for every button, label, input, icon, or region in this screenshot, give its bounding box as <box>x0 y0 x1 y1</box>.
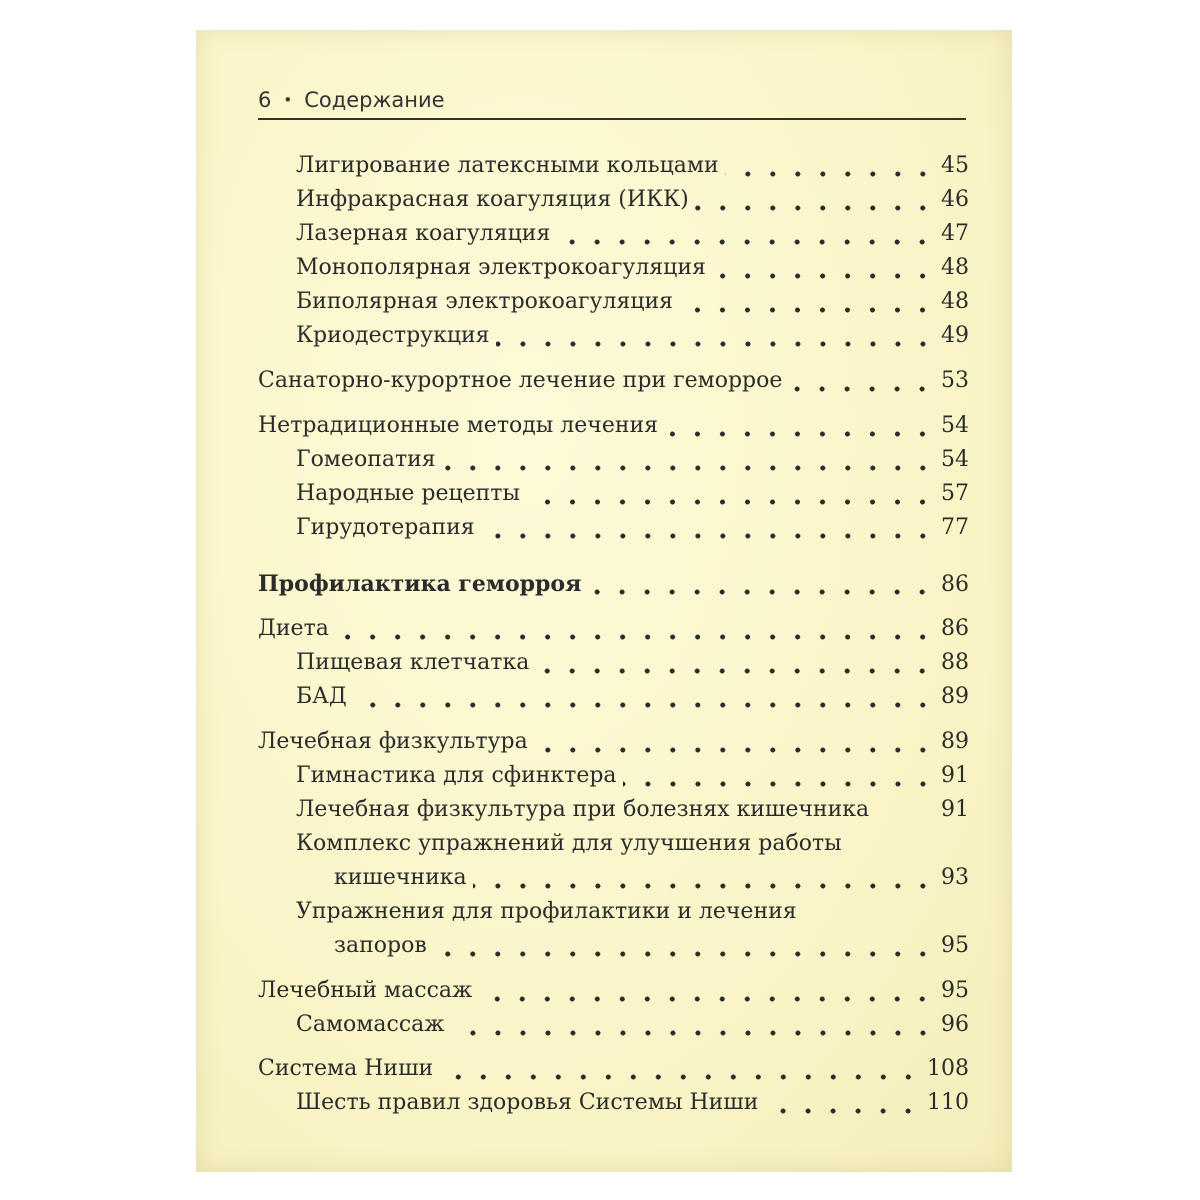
toc-dot-leader <box>664 409 935 443</box>
toc-page-number: 53 <box>941 368 969 393</box>
toc-page-number: 93 <box>941 865 969 890</box>
toc-entry-title: Шесть правил здоровья Системы Ниши <box>296 1090 759 1115</box>
header-separator: • <box>283 91 293 109</box>
toc-entry-title: Система Ниши <box>258 1056 434 1081</box>
toc-entry <box>0 183 969 217</box>
toc-entry <box>0 477 969 511</box>
toc-entry-title: Лазерная коагуляция <box>296 221 551 246</box>
toc-page-number: 91 <box>941 763 969 788</box>
toc-dot-leader <box>875 793 935 827</box>
toc-entry <box>0 759 969 793</box>
toc-dot-leader <box>725 149 935 183</box>
toc-entry <box>0 285 969 319</box>
toc-dot-leader <box>451 1008 935 1042</box>
toc-entry <box>0 1086 969 1120</box>
toc-dot-leader <box>679 285 935 319</box>
toc-page-number: 89 <box>941 684 969 709</box>
toc-dot-leader <box>623 759 935 793</box>
toc-dot-leader <box>481 511 935 545</box>
toc-entry-title: Комплекс упражнений для улучшения работы <box>296 831 842 856</box>
toc-entry-title: Гимнастика для сфинктера <box>296 763 617 788</box>
toc-dot-leader <box>534 725 935 759</box>
toc-entry-title: Лечебная физкультура <box>258 729 528 754</box>
toc-entry <box>0 612 969 646</box>
toc-entry-title: Инфракрасная коагуляция (ИКК) <box>296 187 689 212</box>
toc-entry <box>0 974 969 1008</box>
toc-entry-title: Лигирование латексными кольцами <box>296 153 719 178</box>
toc-page-number: 91 <box>941 797 969 822</box>
header-page-number: 6 <box>258 88 272 112</box>
toc-entry <box>0 1008 969 1042</box>
toc-entry <box>0 443 969 477</box>
toc-page-number: 86 <box>941 616 969 641</box>
toc-entry-title: Криодеструкция <box>296 323 490 348</box>
toc-entry <box>0 725 969 759</box>
toc-entry <box>0 861 969 895</box>
toc-entry-title: Нетрадиционные методы лечения <box>258 413 659 438</box>
toc-page-number: 88 <box>941 650 969 675</box>
toc-dot-leader <box>556 217 935 251</box>
toc-dot-leader <box>587 567 935 601</box>
toc-entry <box>0 409 969 443</box>
toc-entry-title: Лечебный массаж <box>258 978 473 1003</box>
toc-entry <box>0 929 969 963</box>
toc-entry-continuation: запоров <box>334 933 427 958</box>
toc-entry-title: БАД <box>296 684 347 709</box>
toc-entry-continuation: кишечника <box>334 865 467 890</box>
toc-dot-leader <box>439 1052 921 1086</box>
toc-page-number: 49 <box>941 323 969 348</box>
toc-entry-title: Самомассаж <box>296 1012 445 1037</box>
toc-page-number: 89 <box>941 729 969 754</box>
toc-page-number: 47 <box>941 221 969 246</box>
toc-entry <box>0 646 969 680</box>
toc-dot-leader <box>335 612 935 646</box>
toc-entry-title: Санаторно-курортное лечение при геморрое <box>258 368 783 393</box>
toc-entry <box>0 149 969 183</box>
toc-page-number: 95 <box>941 978 969 1003</box>
toc-page-number: 54 <box>941 413 969 438</box>
toc-page-number: 86 <box>941 572 969 597</box>
toc-page-number: 48 <box>941 255 969 280</box>
toc-entry <box>0 251 969 285</box>
toc-page-number: 95 <box>941 933 969 958</box>
toc-dot-leader <box>764 1086 921 1120</box>
running-header <box>258 84 966 120</box>
toc-entry <box>0 364 969 398</box>
toc-chapter-entry <box>0 567 969 601</box>
toc-entry <box>0 319 969 353</box>
toc-dot-leader <box>496 319 935 353</box>
toc-entry <box>0 1052 969 1086</box>
header-section-title: Содержание <box>304 88 445 112</box>
toc-page-number: 45 <box>941 153 969 178</box>
toc-dot-leader <box>788 364 935 398</box>
toc-page-number: 48 <box>941 289 969 314</box>
toc-dot-leader <box>353 680 935 714</box>
toc-entry-title: Гирудотерапия <box>296 515 475 540</box>
toc-entry-title: Монополярная электрокоагуляция <box>296 255 706 280</box>
toc-entry-title: Лечебная физкультура при болезнях кишечника <box>296 797 870 822</box>
toc-page-number: 54 <box>941 447 969 472</box>
toc-page-number: 57 <box>941 481 969 506</box>
toc-entry <box>0 511 969 545</box>
toc-dot-leader <box>695 183 935 217</box>
toc-chapter-title: Профилактика геморроя <box>258 571 582 597</box>
toc-dot-leader <box>442 443 935 477</box>
toc-dot-leader <box>433 929 935 963</box>
toc-entry <box>0 793 969 827</box>
toc-entry-title: Гомеопатия <box>296 447 436 472</box>
toc-page-number: 77 <box>941 515 969 540</box>
toc-dot-leader <box>526 477 935 511</box>
toc-dot-leader <box>535 646 935 680</box>
toc-page-number: 46 <box>941 187 969 212</box>
toc-entry-title: Пищевая клетчатка <box>296 650 530 675</box>
toc-entry-title: Народные рецепты <box>296 481 520 506</box>
toc-entry-title: Упражнения для профилактики и лечения <box>296 899 797 924</box>
toc-entry <box>0 680 969 714</box>
toc-dot-leader <box>478 974 935 1008</box>
toc-page-number: 108 <box>927 1056 969 1081</box>
toc-dot-leader <box>712 251 935 285</box>
toc-page-number: 110 <box>927 1090 969 1115</box>
toc-entry-title: Диета <box>258 616 329 641</box>
toc-entry-title: Биполярная электрокоагуляция <box>296 289 674 314</box>
toc-page-number: 96 <box>941 1012 969 1037</box>
toc-dot-leader <box>473 861 935 895</box>
toc-entry <box>0 217 969 251</box>
